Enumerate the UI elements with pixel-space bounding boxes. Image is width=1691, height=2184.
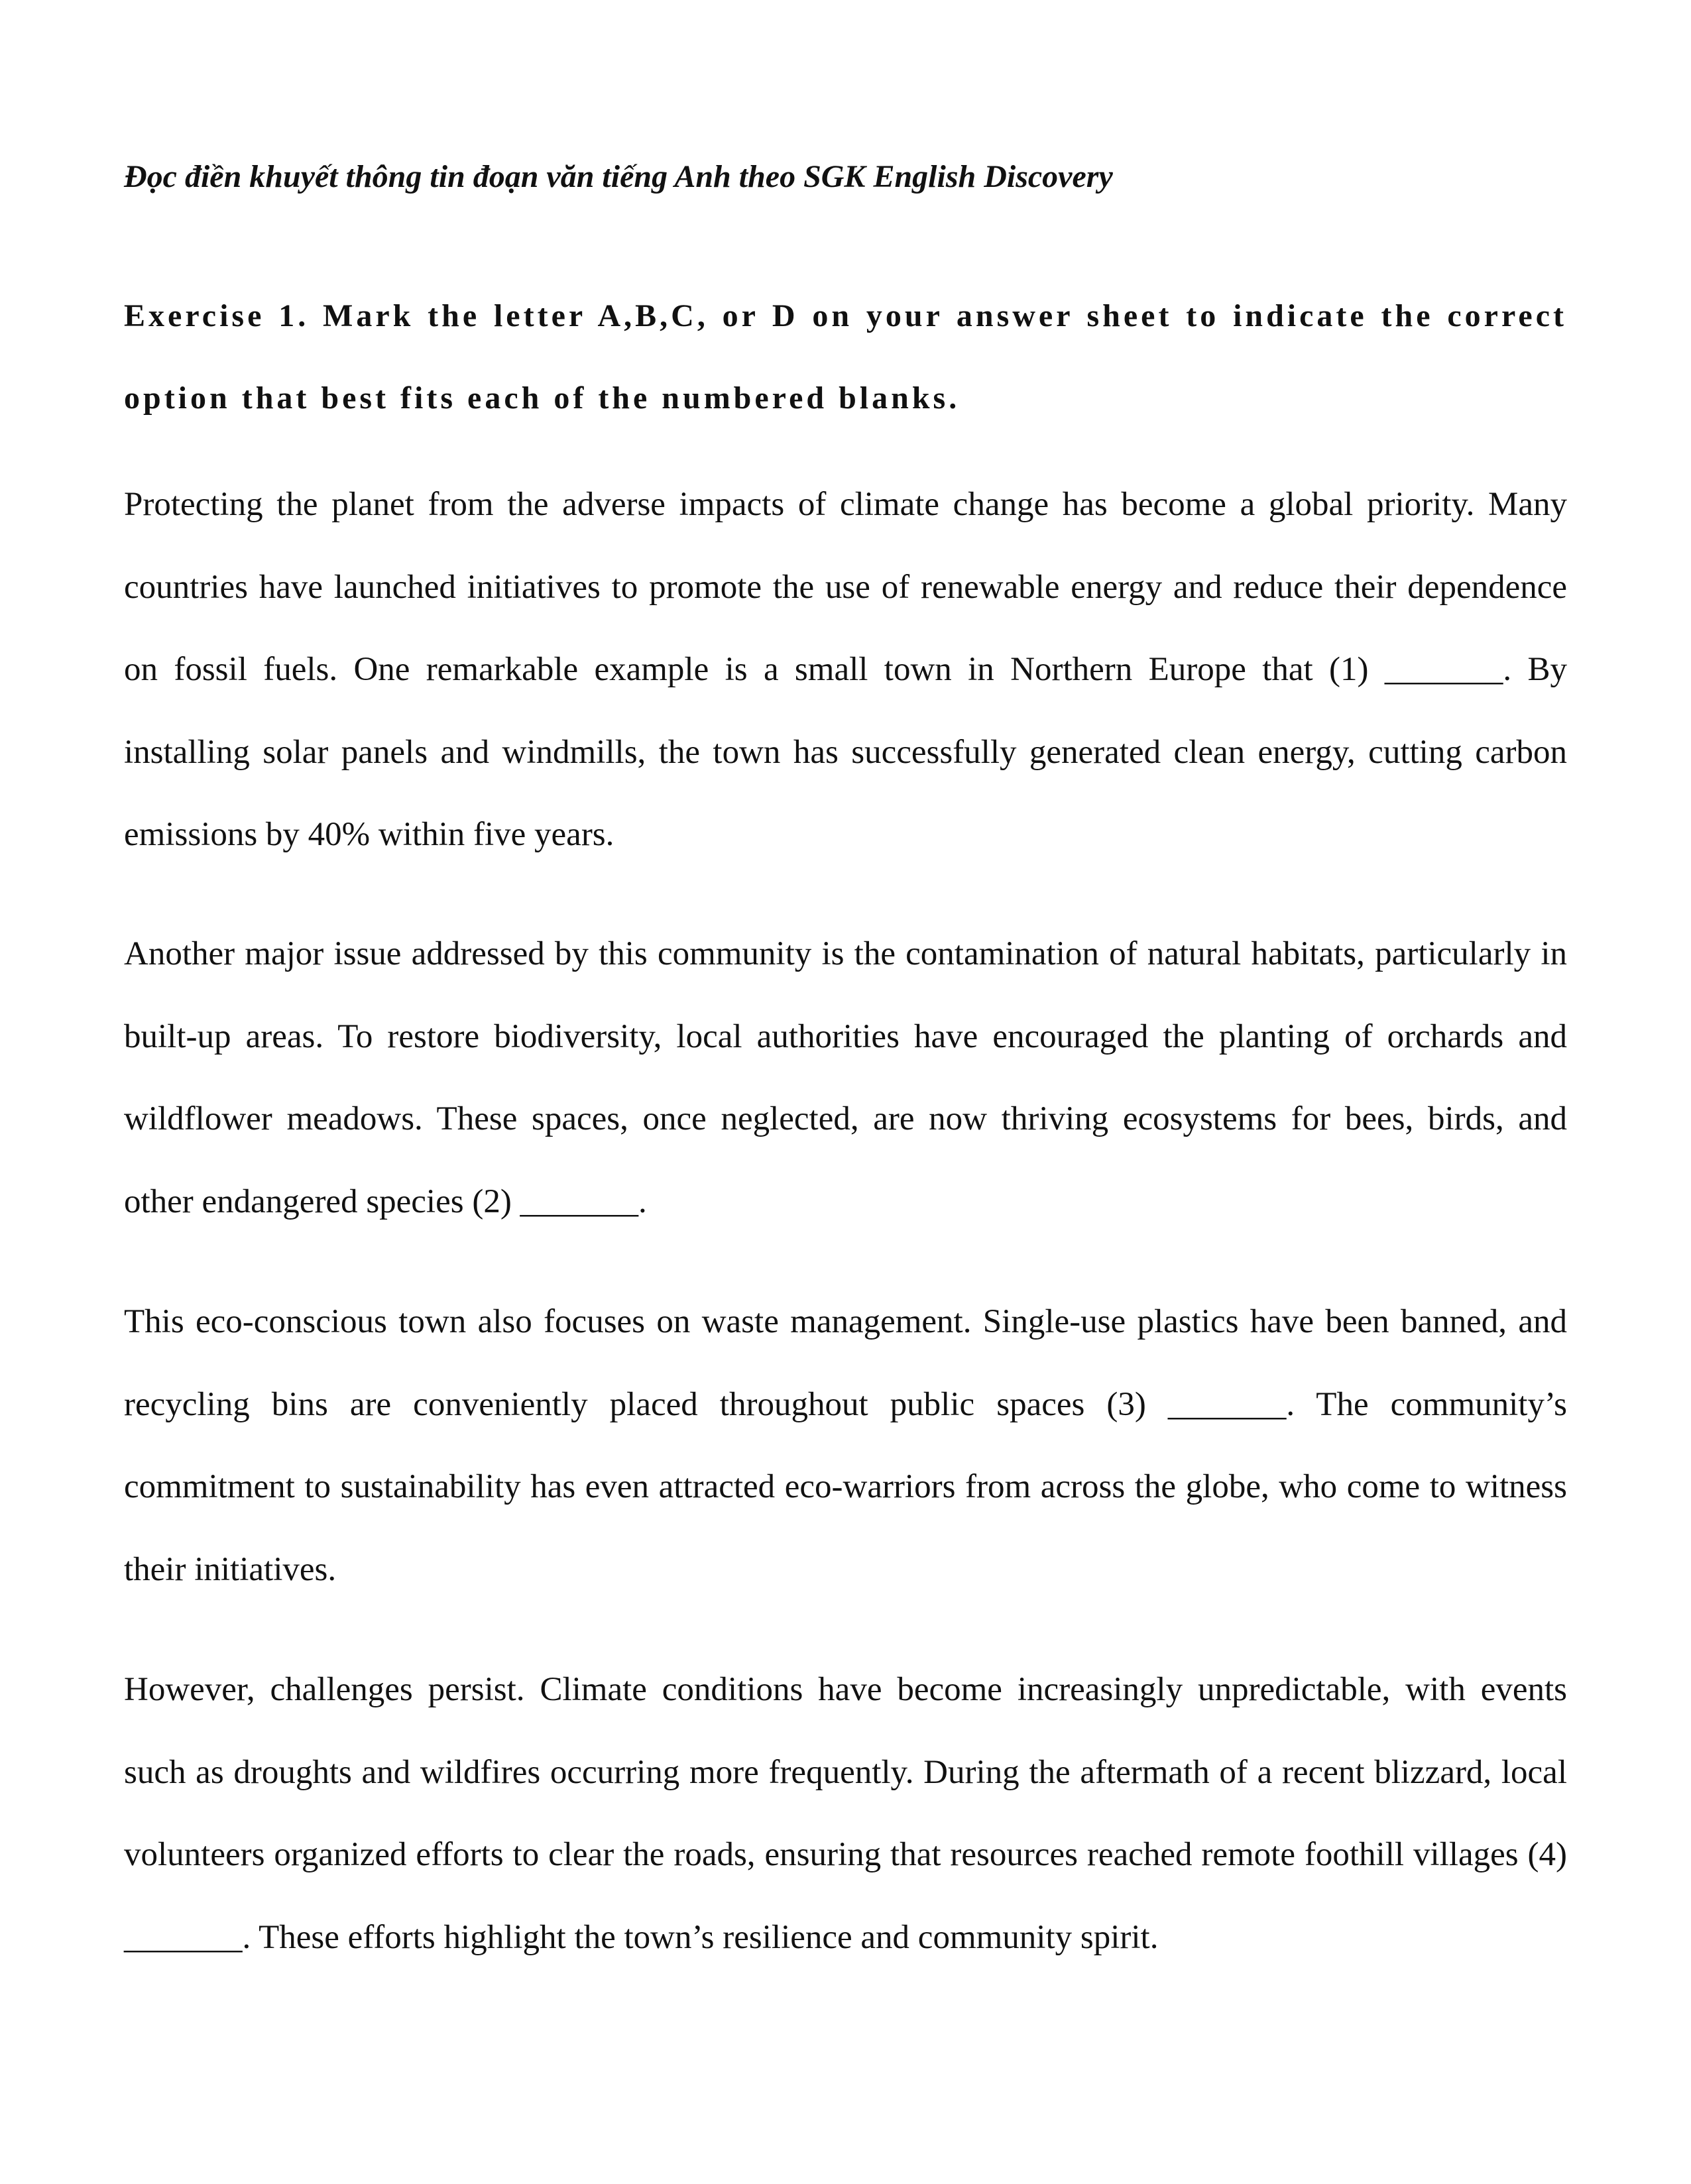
document-heading: Đọc điền khuyết thông tin đoạn văn tiếng Anh theo SGK English Discovery <box>124 159 1113 194</box>
passage-paragraph-2: Another major issue addressed by this community is the contamination of natural habitats, particularly in built-up areas. To restore biodiversity, local authorities have encouraged the planting of orchards and wildflower meadows. These spaces, once neglected, are now thriving ecosystems for bees, birds, and other endangered species (2) _______. <box>124 935 1567 1220</box>
passage-paragraph-1: Protecting the planet from the adverse impacts of climate change has become a global priority. Many countries have launched initiatives to promote the use of renewable energy and reduce their dependence on fossil fuels. One remarkable example is a small town in Northern Europe that (1) _______. By installing solar panels and windmills, the town has successfully generated clean energy, cutting carbon emissions by 40% within five years. <box>124 486 1567 853</box>
passage-paragraph-4: However, challenges persist. Climate conditions have become increasingly unpredictable, with events such as droughts and wildfires occurring more frequently. During the aftermath of a recent blizzard, local volunteers organized efforts to clear the roads, ensuring that resources reached remote foothill villages (4) _______. These efforts highlight the town’s resilience and community spirit. <box>124 1671 1567 1956</box>
exercise-instruction: Exercise 1. Mark the letter A,B,C, or D on your answer sheet to indicate the correct option that best fits each of the numbered blanks. <box>124 298 1567 416</box>
passage-paragraph-3: This eco-conscious town also focuses on waste management. Single-use plastics have been banned, and recycling bins are conveniently placed throughout public spaces (3) _______. The community’s commitment to sustainability has even attracted eco-warriors from across the globe, who come to witness their initiatives. <box>124 1303 1567 1588</box>
